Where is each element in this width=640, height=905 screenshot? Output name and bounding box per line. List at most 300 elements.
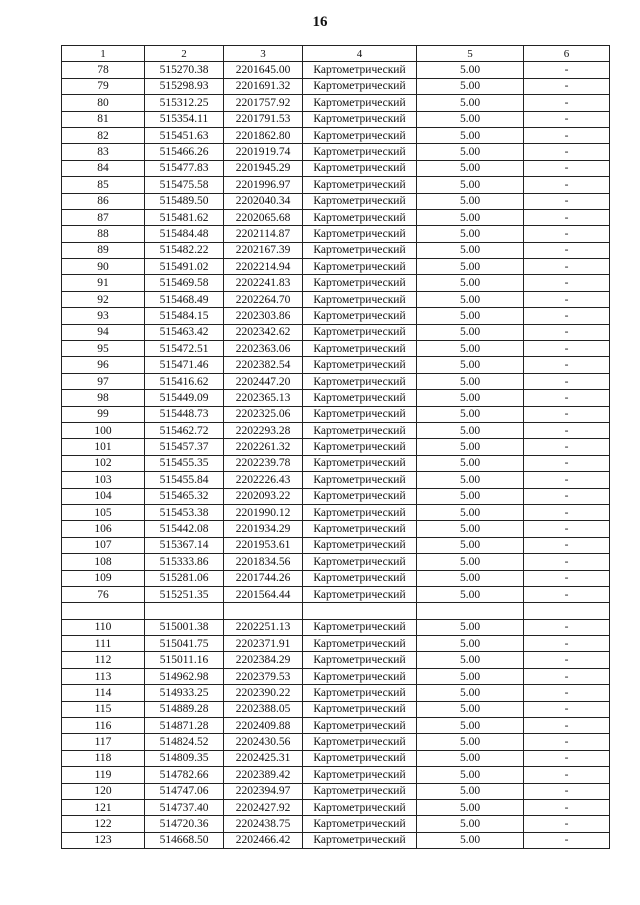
table-row — [62, 373, 610, 389]
table-cell: Картометрический — [303, 422, 417, 438]
table-cell: Картометрический — [303, 570, 417, 586]
table-cell: Картометрический — [303, 406, 417, 422]
table-row — [62, 685, 610, 701]
table-cell: Картометрический — [303, 718, 417, 734]
table-cell: 2202371.91 — [224, 636, 303, 652]
table-cell: 2202167.39 — [224, 242, 303, 258]
table-cell: 82 — [62, 127, 145, 143]
table-cell: 81 — [62, 111, 145, 127]
table-cell: - — [524, 160, 610, 176]
table-cell: 514747.06 — [145, 783, 224, 799]
table-cell: Картометрический — [303, 799, 417, 815]
table-cell: 2202389.42 — [224, 767, 303, 783]
table-cell: 515333.86 — [145, 554, 224, 570]
table-cell: - — [524, 799, 610, 815]
table-cell: 515455.84 — [145, 472, 224, 488]
table-cell: 515251.35 — [145, 586, 224, 602]
table-cell: - — [524, 62, 610, 78]
table-cell: 5.00 — [417, 472, 524, 488]
column-header: 1 — [62, 46, 145, 62]
table-cell: - — [524, 144, 610, 160]
table-cell: 5.00 — [417, 127, 524, 143]
table-cell: 5.00 — [417, 324, 524, 340]
table-cell: - — [524, 537, 610, 553]
table-cell: Картометрический — [303, 275, 417, 291]
table-row — [62, 406, 610, 422]
table-cell: 515465.32 — [145, 488, 224, 504]
table-cell: 514889.28 — [145, 701, 224, 717]
table-cell: 5.00 — [417, 718, 524, 734]
table-cell: 5.00 — [417, 668, 524, 684]
table-cell: 5.00 — [417, 652, 524, 668]
table-cell: 121 — [62, 799, 145, 815]
table-cell: 515457.37 — [145, 439, 224, 455]
table-cell: 2202065.68 — [224, 209, 303, 225]
table-row — [62, 390, 610, 406]
table-cell: 515471.46 — [145, 357, 224, 373]
table-row — [62, 275, 610, 291]
table-cell: 2201953.61 — [224, 537, 303, 553]
table-cell: 5.00 — [417, 734, 524, 750]
table-row — [62, 783, 610, 799]
table-cell: Картометрический — [303, 472, 417, 488]
table-cell: 106 — [62, 521, 145, 537]
table-cell: - — [524, 127, 610, 143]
table-cell: Картометрический — [303, 193, 417, 209]
table-cell: 5.00 — [417, 636, 524, 652]
table-row — [62, 341, 610, 357]
table-cell: 80 — [62, 95, 145, 111]
table-cell: 5.00 — [417, 259, 524, 275]
table-cell: Картометрический — [303, 537, 417, 553]
table-cell: 5.00 — [417, 488, 524, 504]
table-cell: 2201744.26 — [224, 570, 303, 586]
table-cell: 2201564.44 — [224, 586, 303, 602]
table-row — [62, 488, 610, 504]
table-row — [62, 78, 610, 94]
table-cell: Картометрический — [303, 373, 417, 389]
table-cell: 515482.22 — [145, 242, 224, 258]
table-cell: 515451.63 — [145, 127, 224, 143]
table-cell: - — [524, 767, 610, 783]
table-cell: 514962.98 — [145, 668, 224, 684]
table-cell: 5.00 — [417, 685, 524, 701]
table-cell: 2202438.75 — [224, 816, 303, 832]
table-cell: - — [524, 226, 610, 242]
table-cell: - — [524, 750, 610, 766]
table-cell: 5.00 — [417, 390, 524, 406]
table-cell: 5.00 — [417, 275, 524, 291]
table-cell: 95 — [62, 341, 145, 357]
table-cell: 5.00 — [417, 308, 524, 324]
table-cell: 94 — [62, 324, 145, 340]
table-row — [62, 209, 610, 225]
table-cell: - — [524, 783, 610, 799]
table-cell: 2202342.62 — [224, 324, 303, 340]
table-cell: 104 — [62, 488, 145, 504]
table-cell: Картометрический — [303, 652, 417, 668]
table-cell: 87 — [62, 209, 145, 225]
table-cell: Картометрический — [303, 357, 417, 373]
table-row — [62, 832, 610, 848]
table-cell: - — [524, 324, 610, 340]
table-cell: Картометрический — [303, 341, 417, 357]
table-row — [62, 455, 610, 471]
table-cell: 5.00 — [417, 619, 524, 635]
table-cell: 88 — [62, 226, 145, 242]
table-cell: 114 — [62, 685, 145, 701]
table-cell: Картометрический — [303, 554, 417, 570]
table-cell: 2201834.56 — [224, 554, 303, 570]
table-cell: 514737.40 — [145, 799, 224, 815]
table-cell: 2202425.31 — [224, 750, 303, 766]
table-cell: 99 — [62, 406, 145, 422]
table-cell: 515481.62 — [145, 209, 224, 225]
table-cell: - — [524, 111, 610, 127]
table-cell: 122 — [62, 816, 145, 832]
table-cell: Картометрический — [303, 832, 417, 848]
table-row — [62, 619, 610, 635]
table-cell: Картометрический — [303, 586, 417, 602]
table-cell: 5.00 — [417, 209, 524, 225]
table-cell: 5.00 — [417, 95, 524, 111]
table-cell: 5.00 — [417, 160, 524, 176]
table-cell: 2201691.32 — [224, 78, 303, 94]
table-row — [62, 636, 610, 652]
table-cell: 515298.93 — [145, 78, 224, 94]
table-cell: 2202388.05 — [224, 701, 303, 717]
table-cell: - — [524, 78, 610, 94]
table-cell — [62, 603, 145, 619]
table-row — [62, 439, 610, 455]
table-cell: - — [524, 406, 610, 422]
table-cell: 515484.48 — [145, 226, 224, 242]
table-cell: - — [524, 357, 610, 373]
table-cell: 98 — [62, 390, 145, 406]
table-row — [62, 242, 610, 258]
table-cell: Картометрический — [303, 750, 417, 766]
table-cell: 90 — [62, 259, 145, 275]
table-cell: 2201791.53 — [224, 111, 303, 127]
table-cell: Картометрический — [303, 390, 417, 406]
table-cell: - — [524, 308, 610, 324]
table-cell: - — [524, 554, 610, 570]
table-cell: 2201990.12 — [224, 504, 303, 520]
table-row — [62, 816, 610, 832]
table-cell: 5.00 — [417, 78, 524, 94]
coordinates-table — [61, 45, 610, 849]
table-cell: 116 — [62, 718, 145, 734]
table-cell: 108 — [62, 554, 145, 570]
table-cell: 515462.72 — [145, 422, 224, 438]
table-row — [62, 95, 610, 111]
table-row — [62, 570, 610, 586]
table-cell: 89 — [62, 242, 145, 258]
table-cell: 2201757.92 — [224, 95, 303, 111]
table-row — [62, 554, 610, 570]
table-cell: 107 — [62, 537, 145, 553]
table-cell: 515448.73 — [145, 406, 224, 422]
table-row — [62, 127, 610, 143]
table-cell: 515416.62 — [145, 373, 224, 389]
table-cell: 5.00 — [417, 521, 524, 537]
table-cell: 84 — [62, 160, 145, 176]
table-cell: - — [524, 177, 610, 193]
table-cell: Картометрический — [303, 160, 417, 176]
column-header: 5 — [417, 46, 524, 62]
table-cell: 515489.50 — [145, 193, 224, 209]
table-cell: Картометрический — [303, 259, 417, 275]
table-cell: - — [524, 341, 610, 357]
table-cell: - — [524, 95, 610, 111]
table-cell: 2202384.29 — [224, 652, 303, 668]
table-cell: 5.00 — [417, 373, 524, 389]
table-cell: 515312.25 — [145, 95, 224, 111]
table-cell: 2202427.92 — [224, 799, 303, 815]
table-cell: Картометрический — [303, 455, 417, 471]
table-cell: - — [524, 521, 610, 537]
table-cell: 5.00 — [417, 226, 524, 242]
table-cell: Картометрический — [303, 619, 417, 635]
table-cell: 92 — [62, 291, 145, 307]
table-cell: - — [524, 373, 610, 389]
table-cell: 2202390.22 — [224, 685, 303, 701]
table-cell: 5.00 — [417, 783, 524, 799]
table-cell: - — [524, 422, 610, 438]
table-cell: 515475.58 — [145, 177, 224, 193]
table-cell: 103 — [62, 472, 145, 488]
table-cell: 2202114.87 — [224, 226, 303, 242]
table-cell: 514720.36 — [145, 816, 224, 832]
table-cell: 2202466.42 — [224, 832, 303, 848]
table-cell: 86 — [62, 193, 145, 209]
table-cell: 5.00 — [417, 504, 524, 520]
table-cell: 515354.11 — [145, 111, 224, 127]
table-cell: Картометрический — [303, 127, 417, 143]
table-cell: 2202226.43 — [224, 472, 303, 488]
table-cell: Картометрический — [303, 701, 417, 717]
table-cell: Картометрический — [303, 439, 417, 455]
table-row — [62, 324, 610, 340]
table-row — [62, 62, 610, 78]
table-cell: 2201996.97 — [224, 177, 303, 193]
table-cell: - — [524, 816, 610, 832]
table-cell: 105 — [62, 504, 145, 520]
table-row — [62, 193, 610, 209]
table-cell: 2202363.06 — [224, 341, 303, 357]
column-header: 4 — [303, 46, 417, 62]
table-cell: - — [524, 668, 610, 684]
table-cell: 2202239.78 — [224, 455, 303, 471]
table-cell: 5.00 — [417, 341, 524, 357]
table-cell: 2202261.32 — [224, 439, 303, 455]
table-cell: 2201919.74 — [224, 144, 303, 160]
table-cell: - — [524, 685, 610, 701]
table-cell: - — [524, 209, 610, 225]
table-cell: Картометрический — [303, 78, 417, 94]
table-cell: Картометрический — [303, 685, 417, 701]
table-row — [62, 521, 610, 537]
table-cell: 5.00 — [417, 422, 524, 438]
table-cell: 2202251.13 — [224, 619, 303, 635]
table-cell: 118 — [62, 750, 145, 766]
table-row — [62, 603, 610, 619]
table-cell: 2202325.06 — [224, 406, 303, 422]
table-header-row — [62, 46, 610, 62]
table-cell: 2202409.88 — [224, 718, 303, 734]
table-cell: 515484.15 — [145, 308, 224, 324]
table-cell: 79 — [62, 78, 145, 94]
table-cell: 5.00 — [417, 816, 524, 832]
table-cell: - — [524, 439, 610, 455]
page-number: 16 — [312, 14, 328, 30]
table-row — [62, 586, 610, 602]
table-cell: 514933.25 — [145, 685, 224, 701]
table-cell: - — [524, 619, 610, 635]
table-cell: - — [524, 488, 610, 504]
table-cell: Картометрический — [303, 783, 417, 799]
table-cell: 2202303.86 — [224, 308, 303, 324]
table-row — [62, 750, 610, 766]
column-header: 3 — [224, 46, 303, 62]
table-cell: 113 — [62, 668, 145, 684]
column-header: 2 — [145, 46, 224, 62]
table-cell: Картометрический — [303, 668, 417, 684]
table-cell: 2202293.28 — [224, 422, 303, 438]
table-cell: 78 — [62, 62, 145, 78]
table-cell: 515466.26 — [145, 144, 224, 160]
table-cell: Картометрический — [303, 242, 417, 258]
table-cell: 2202365.13 — [224, 390, 303, 406]
table-cell: 5.00 — [417, 701, 524, 717]
table-cell: 2202447.20 — [224, 373, 303, 389]
table-cell: Картометрический — [303, 636, 417, 652]
table-row — [62, 291, 610, 307]
table-cell: - — [524, 472, 610, 488]
table-cell: 515455.35 — [145, 455, 224, 471]
table-cell: 112 — [62, 652, 145, 668]
table-cell: Картометрический — [303, 209, 417, 225]
table-cell: Картометрический — [303, 177, 417, 193]
table-cell: - — [524, 193, 610, 209]
table-body — [62, 62, 610, 849]
table-cell: 5.00 — [417, 586, 524, 602]
table-cell: 83 — [62, 144, 145, 160]
table-cell: 2202264.70 — [224, 291, 303, 307]
table-cell — [224, 603, 303, 619]
table-cell: - — [524, 718, 610, 734]
table-row — [62, 504, 610, 520]
table-row — [62, 718, 610, 734]
table-cell: 515001.38 — [145, 619, 224, 635]
table-cell: - — [524, 586, 610, 602]
table-cell: 5.00 — [417, 406, 524, 422]
table-row — [62, 701, 610, 717]
table-cell: 515453.38 — [145, 504, 224, 520]
table-row — [62, 357, 610, 373]
table-cell: 514871.28 — [145, 718, 224, 734]
table-cell — [524, 603, 610, 619]
table-cell: 515442.08 — [145, 521, 224, 537]
table-cell: 5.00 — [417, 242, 524, 258]
table-cell: 76 — [62, 586, 145, 602]
table-cell: 101 — [62, 439, 145, 455]
table-cell: 5.00 — [417, 554, 524, 570]
table-cell: Картометрический — [303, 324, 417, 340]
table-cell: 5.00 — [417, 832, 524, 848]
table-cell: 117 — [62, 734, 145, 750]
table-cell: - — [524, 734, 610, 750]
table-cell — [417, 603, 524, 619]
table-cell: 85 — [62, 177, 145, 193]
table-cell: - — [524, 504, 610, 520]
table-cell: - — [524, 242, 610, 258]
table-cell: 119 — [62, 767, 145, 783]
table-cell: 2201945.29 — [224, 160, 303, 176]
table-row — [62, 177, 610, 193]
column-header: 6 — [524, 46, 610, 62]
table-row — [62, 537, 610, 553]
table-cell: 514824.52 — [145, 734, 224, 750]
table-cell: 2202241.83 — [224, 275, 303, 291]
table-cell: 110 — [62, 619, 145, 635]
table-row — [62, 308, 610, 324]
table-cell: Картометрический — [303, 308, 417, 324]
table-cell: 515367.14 — [145, 537, 224, 553]
table-cell: 515469.58 — [145, 275, 224, 291]
table-cell: - — [524, 832, 610, 848]
table-cell: Картометрический — [303, 816, 417, 832]
table-cell: 2202379.53 — [224, 668, 303, 684]
table-cell: Картометрический — [303, 291, 417, 307]
table-cell: 2202382.54 — [224, 357, 303, 373]
table-row — [62, 668, 610, 684]
table-cell — [303, 603, 417, 619]
table-cell: - — [524, 259, 610, 275]
table-cell: 2201645.00 — [224, 62, 303, 78]
table-cell: 5.00 — [417, 537, 524, 553]
table-row — [62, 226, 610, 242]
table-cell: Картометрический — [303, 144, 417, 160]
table-cell: 5.00 — [417, 193, 524, 209]
table-cell: 91 — [62, 275, 145, 291]
table-cell: 514668.50 — [145, 832, 224, 848]
table-row — [62, 111, 610, 127]
table-cell: 5.00 — [417, 750, 524, 766]
table-cell: 514782.66 — [145, 767, 224, 783]
table-cell: 5.00 — [417, 291, 524, 307]
table-cell: - — [524, 701, 610, 717]
table-cell: Картометрический — [303, 504, 417, 520]
table-cell: 2202040.34 — [224, 193, 303, 209]
table-cell: 5.00 — [417, 570, 524, 586]
table-cell: 5.00 — [417, 799, 524, 815]
table-cell: 5.00 — [417, 767, 524, 783]
table-row — [62, 144, 610, 160]
table-cell: 97 — [62, 373, 145, 389]
table-cell: 515011.16 — [145, 652, 224, 668]
table-cell: Картометрический — [303, 62, 417, 78]
table-cell: 5.00 — [417, 144, 524, 160]
table-cell: 2201934.29 — [224, 521, 303, 537]
table-cell: 515472.51 — [145, 341, 224, 357]
table-cell: 514809.35 — [145, 750, 224, 766]
table-cell: - — [524, 455, 610, 471]
table-cell: 2202430.56 — [224, 734, 303, 750]
table-cell: Картометрический — [303, 111, 417, 127]
table-cell: Картометрический — [303, 95, 417, 111]
table-row — [62, 767, 610, 783]
